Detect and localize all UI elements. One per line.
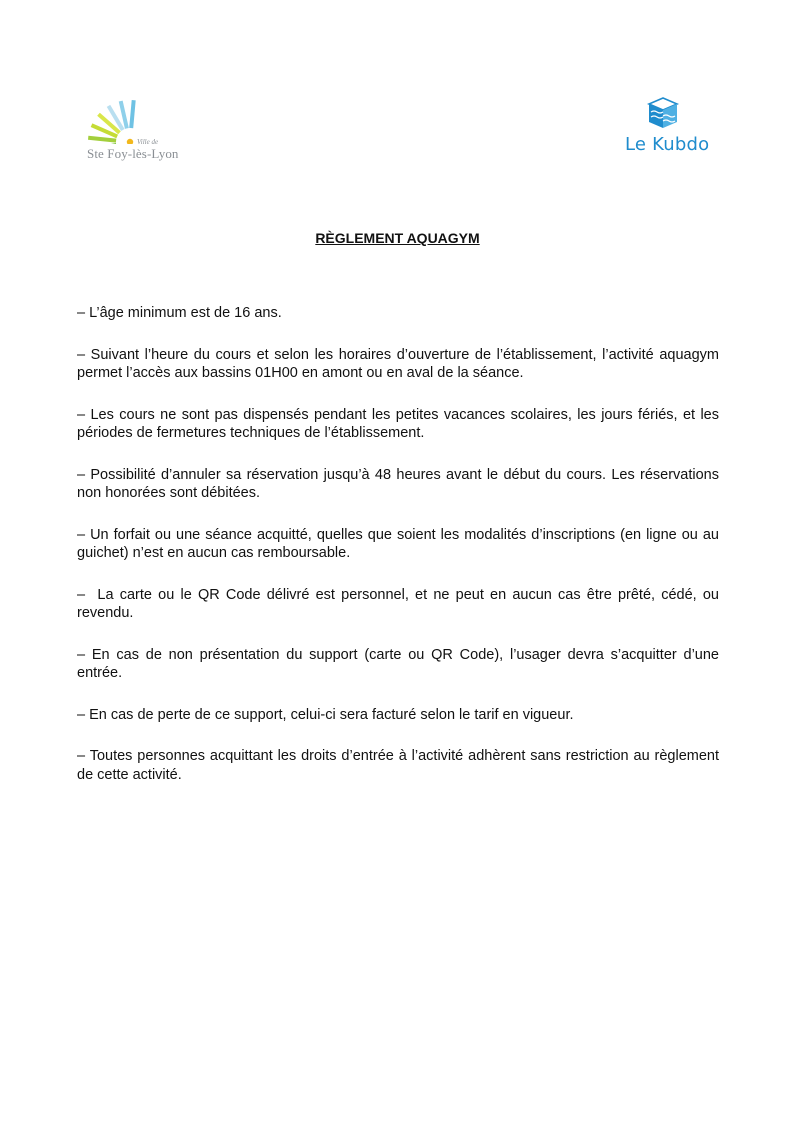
page-title: RÈGLEMENT AQUAGYM xyxy=(315,230,480,246)
rule-item: – L’âge minimum est de 16 ans. xyxy=(77,305,282,321)
kubdo-name: Le Kubdo xyxy=(625,134,710,155)
kubdo-cube-icon xyxy=(646,96,680,130)
rules-list xyxy=(77,304,724,807)
rule-item: – En cas de non présentation du support (carte ou QR Code), l’usager devra s’acquitter d’une entrée. xyxy=(77,646,724,681)
logo-city-name: Ste Foy-lès-Lyon xyxy=(87,146,179,161)
rule-item: – En cas de perte de ce support, celui-ci sera facturé selon le tarif en vigueur. xyxy=(77,706,574,723)
ste-foy-les-lyon-logo xyxy=(84,98,204,168)
rule-item: – Les cours ne sont pas dispensés pendant les petites vacances scolaires, les jours fériés, et les périodes de fermetures techniques de l’établissement. xyxy=(77,406,724,441)
rule-item: – Un forfait ou une séance acquitté, quelles que soient les modalités d’inscriptions (en ligne ou au guichet) n’est en aucun cas remboursable. xyxy=(77,526,724,561)
sun-dot xyxy=(127,139,133,144)
rule-item: – La carte ou le QR Code délivré est personnel, et ne peut en aucun cas être prêté, cédé, ou revendu. xyxy=(77,586,724,621)
sun-ray xyxy=(88,138,116,141)
rule-item: – Possibilité d’annuler sa réservation jusqu’à 48 heures avant le début du cours. Les réservations non honorées sont débitées. xyxy=(77,466,724,501)
rule-item: – Suivant l’heure du cours et selon les horaires d’ouverture de l’établissement, l’activité aquagym permet l’accès aux bassins 01H00 en amont ou en aval de la séance. xyxy=(77,346,724,381)
sun-rays-icon xyxy=(84,98,144,144)
sun-ray xyxy=(131,100,134,128)
rule-item: – Toutes personnes acquittant les droits d’entrée à l’activité adhèrent sans restriction au règlement de cette activité. xyxy=(77,748,724,783)
logo-prefix: Ville de xyxy=(137,138,159,146)
le-kubdo-logo xyxy=(620,96,710,160)
